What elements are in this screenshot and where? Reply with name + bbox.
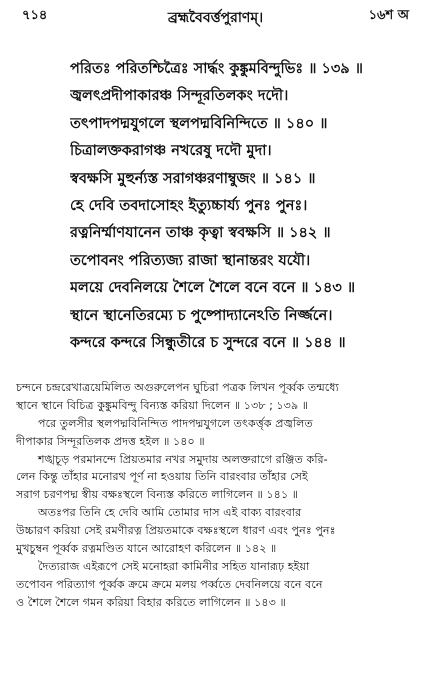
translation-line: ও শৈলে শৈলে গমন করিয়া বিহার করিতে লাগিলেন ॥ ১৪৩ ॥ [16, 595, 286, 609]
verse-line: হে দেবি তবদাসোহং ইত্যুচ্চার্য্য পুনঃ পুনঃ। [70, 197, 308, 214]
translation-line: স্থানে স্থানে বিচিত্র কুঙ্কুমবিন্দু বিন্যস্ত করিয়া দিলেন ॥ ১৩৮ ; ১৩৯ ॥ [16, 398, 309, 412]
sanskrit-verses [70, 56, 423, 357]
translation-line: উচ্চারণ করিয়া সেই রমণীরত্ন প্রিয়তমাকে বক্ষঃস্থলে ধারণ এবং পুনঃ পুনঃ [16, 524, 336, 538]
translation-line: শঙ্খচূড় পরমানন্দে প্রিয়তমার নখর সমুদায় অলক্তরাগে রঞ্জিত করি- [38, 452, 328, 466]
verse-line: কন্দরে কন্দরে সিন্ধুতীরে চ সুন্দরে বনে ॥ ১৪৪ ॥ [70, 334, 346, 351]
translation-line: অতঃপর তিনি হে দেবি আমি তোমার দাস এই বাক্য বারংবার [38, 506, 302, 520]
translation-line: দৈত্যরাজ এইরূপে সেই মনোহরা কামিনীর সহিত যানারূঢ় হইয়া [38, 559, 310, 573]
verse-line: জ্বলৎপ্রদীপাকারঞ্চ সিন্দূরতিলকং দদৌ। [70, 88, 289, 105]
page-header [22, 6, 409, 28]
verse-line: তৎপাদপদ্মযুগলে স্থলপদ্মবিনিন্দিতে ॥ ১৪০ ॥ [70, 115, 328, 132]
page-number: ৭১৪ [22, 8, 48, 23]
translation-line: চন্দনে চন্দ্ররেখাত্রয়েমিলিত অগুরুলেপন ঘুচিরা পত্রক লিখন পূর্ব্বক তন্মধ্যে [16, 381, 339, 394]
running-title: ব্রহ্মবৈবর্ত্তপুরাণম্। [167, 10, 264, 26]
verse-line: রত্ননির্ম্মাণযানেন তাঞ্চ কৃত্বা স্ববক্ষসি ॥ ১৪২ ॥ [70, 225, 331, 242]
verse-line: মলয়ে দেবনিলয়ে শৈলে শৈলে বনে বনে ॥ ১৪৩ ॥ [70, 280, 356, 297]
translation-line: মুখচুম্বন পূর্ব্বক রত্নমণ্ডিত যানে আরোহণ করিলেন ॥ ১৪২ ॥ [16, 542, 277, 556]
translation-line: সরাগ চরণপদ্ম স্বীয় বক্ষঃস্থলে বিন্যস্ত করিতে লাগিলেন ॥ ১৪১ ॥ [16, 488, 299, 502]
verse-line: স্ববক্ষসি মুহুর্ন্যস্ত সরাগঞ্চরণাম্বুজং ॥ ১৪১ ॥ [70, 170, 316, 187]
translation-line: পরে তুলসীর স্থলপদ্মবিনিন্দিত পাদপদ্মযুগলে তৎকর্ত্তৃক প্রজ্বলিত [38, 416, 313, 430]
verse-line: পরিতঃ পরিতশ্চিত্রৈঃ সার্দ্ধং কুঙ্কুমবিন্দুভিঃ ॥ ১৩৯ ॥ [70, 61, 363, 77]
verse-line: স্থানে স্থানেতিরম্যে চ পুষ্পোদ্যানেঽতি নির্জ্জনে। [70, 307, 333, 324]
chapter-label: ১৬শ অ [368, 8, 409, 23]
verse-line: তপোবনং পরিত্যজ্য রাজা স্থানান্তরং যযৌ। [70, 252, 311, 269]
translation-line: তপোবন পরিত্যাগ পূর্ব্বক ক্রমে ক্রমে মলয় পর্ব্বতে দেবনিলয়ে বনে বনে [16, 577, 323, 591]
verse-line: চিত্রালক্তকরাগঞ্চ নখরেষু দদৌ মুদা। [70, 143, 272, 160]
translation-line: লেন কিন্তু তাঁহার মনোরথ পূর্ণ না হওয়ায় তিনি বারংবার তাঁহার সেই [16, 470, 308, 484]
bengali-translation [16, 379, 421, 612]
translation-line: দীপাকার সিন্দূরতিলক প্রদত্ত হইল ॥ ১৪০ ॥ [16, 434, 205, 448]
